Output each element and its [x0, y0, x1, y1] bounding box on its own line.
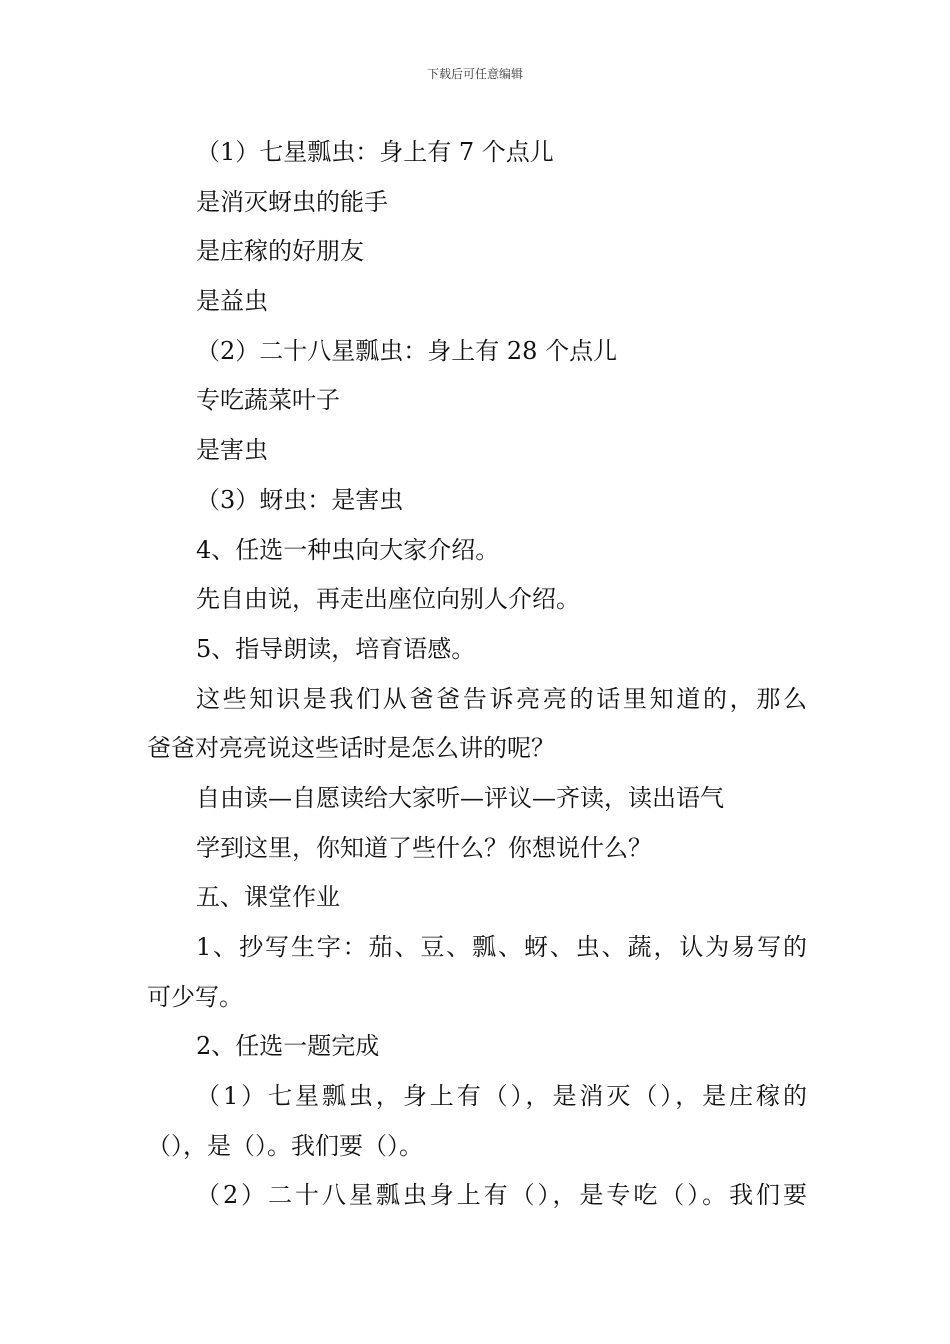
text-line: （1）七星瓢虫，身上有（），是消灭（），是庄稼的: [196, 1082, 807, 1111]
text-line: 是庄稼的好朋友: [196, 237, 364, 266]
text-line: （），是（）。我们要（）。: [147, 1131, 423, 1160]
text-line: 爸爸对亮亮说这些话时是怎么讲的呢？: [147, 734, 555, 763]
text-line: 先自由说，再走出座位向别人介绍。: [196, 585, 580, 614]
text-line: 专吃蔬菜叶子: [196, 386, 340, 415]
text-line: 1、抄写生字：茄、豆、瓢、蚜、虫、蔬，认为易写的: [196, 933, 807, 961]
text-line: （1）七星瓢虫：身上有 7 个点儿: [196, 138, 554, 166]
text-line: （2）二十八星瓢虫：身上有 28 个点儿: [196, 336, 618, 365]
text-line: 这些知识是我们从爸爸告诉亮亮的话里知道的，那么: [196, 684, 807, 713]
text-line: 2、任选一题完成: [196, 1032, 380, 1061]
text-line: （2）二十八星瓢虫身上有（），是专吃（）。我们要: [196, 1181, 807, 1210]
document-body: [147, 128, 807, 1221]
text-line: 是益虫: [196, 287, 268, 316]
page-header: 下载后可任意编辑: [426, 67, 523, 81]
text-line: （3）蚜虫：是害虫: [196, 485, 404, 514]
text-line: 可少写。: [147, 982, 243, 1011]
section-heading: 五、课堂作业: [196, 883, 340, 912]
text-line: 4、任选一种虫向大家介绍。: [196, 535, 500, 564]
text-line: 学到这里，你知道了些什么？你想说什么？: [196, 833, 652, 862]
text-line: 自由读—自愿读给大家听—评议—齐读，读出语气: [196, 783, 724, 812]
text-line: 5、指导朗读，培育语感。: [196, 634, 476, 663]
text-line: 是害虫: [196, 436, 268, 465]
text-line: 是消灭蚜虫的能手: [196, 187, 388, 216]
